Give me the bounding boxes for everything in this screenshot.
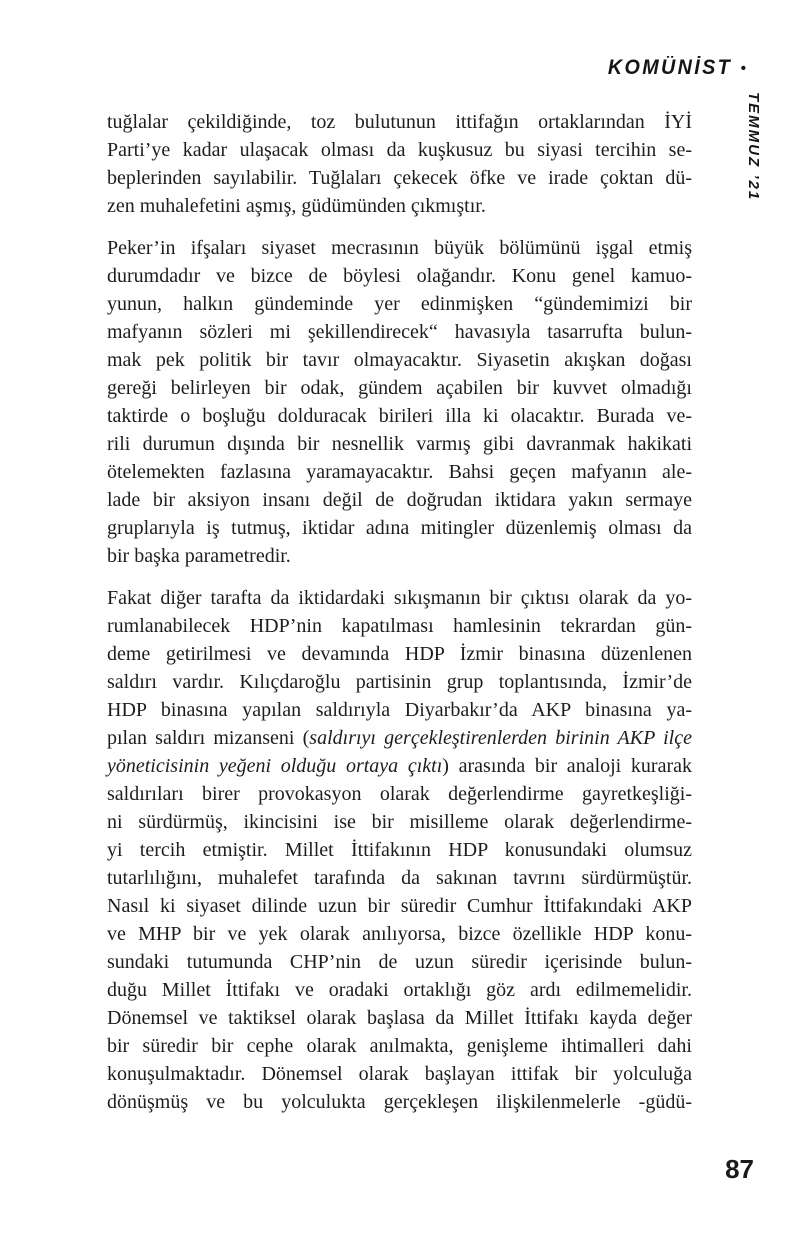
body-text: tuğlalar çekildiğinde, toz bulutunun ittifağın ortaklarından İYİ — [107, 111, 692, 133]
text-line — [107, 164, 692, 192]
text-line — [107, 290, 692, 318]
text-line — [107, 1060, 692, 1088]
text-line — [107, 192, 692, 220]
body-text: tutarlılığını, muhalefet tarafında da sakınan tavrını sürdürmüştür. — [107, 867, 692, 889]
body-text: mafyanın sözleri mi şekillendirecek“ havasıyla tasarrufta bulun- — [107, 321, 692, 343]
text-line — [107, 458, 692, 486]
text-line — [107, 948, 692, 976]
body-text: Peker’in ifşaları siyaset mecrasının büyük bölümünü işgal etmiş — [107, 237, 692, 259]
text-line — [107, 514, 692, 542]
text-line — [107, 892, 692, 920]
text-line — [107, 584, 692, 612]
body-text: taktirde o boşluğu dolduracak birileri illa ki olacaktır. Burada ve- — [107, 405, 692, 427]
body-text: saldırıları birer provokasyon olarak değerlendirme gayretkeşliği- — [107, 783, 692, 805]
body-text: dönüşmüş ve bu yolculukta gerçekleşen ilişkilenmelerle -güdü- — [107, 1091, 692, 1113]
text-line — [107, 668, 692, 696]
body-text: Nasıl ki siyaset dilinde uzun bir süredir Cumhur İttifakındaki AKP — [107, 895, 692, 917]
text-line — [107, 1004, 692, 1032]
body-text: bir süredir bir cephe olarak anılmakta, genişleme ihtimalleri dahi — [107, 1035, 692, 1057]
text-line — [107, 542, 692, 570]
text-line — [107, 262, 692, 290]
body-text: rumlanabilecek HDP’nin kapatılması hamlesinin tekrardan gün- — [107, 615, 692, 637]
body-text: ni sürdürmüş, ikincisini ise bir misilleme olarak değerlendirme- — [107, 811, 692, 833]
text-line — [107, 108, 692, 136]
body-text: duğu Millet İttifakı ve oradaki ortaklığı göz ardı edilmemelidir. — [107, 979, 692, 1001]
paragraph — [107, 108, 692, 220]
text-line — [107, 402, 692, 430]
body-text: lade bir aksiyon insanı değil de doğrudan iktidara yakın sermaye — [107, 489, 692, 511]
text-line — [107, 780, 692, 808]
text-line — [107, 430, 692, 458]
body-text: zen muhalefetini aşmış, güdümünden çıkmıştır. — [107, 195, 486, 217]
text-line — [107, 612, 692, 640]
text-line — [107, 234, 692, 262]
body-text: Dönemsel ve taktiksel olarak başlasa da Millet İttifakı kayda değer — [107, 1007, 692, 1029]
body-text: HDP binasına yapılan saldırıyla Diyarbakır’da AKP binasına ya- — [107, 699, 692, 721]
body-text: saldırı vardır. Kılıçdaroğlu partisinin grup toplantısında, İzmir’de — [107, 671, 692, 693]
running-head — [600, 56, 746, 80]
text-line — [107, 318, 692, 346]
text-line — [107, 640, 692, 668]
body-text: ) arasında bir analoji kurarak — [442, 755, 692, 777]
text-line — [107, 920, 692, 948]
body-text: gruplarıyla iş tutmuş, iktidar adına mitingler düzenlemiş olması da — [107, 517, 692, 539]
text-line — [107, 1088, 692, 1116]
body-text: mak pek politik bir tavır olmayacaktır. Siyasetin akışkan doğası — [107, 349, 692, 371]
body-text: deme getirilmesi ve devamında HDP İzmir binasına düzenlenen — [107, 643, 692, 665]
text-line — [107, 136, 692, 164]
italic-text: yöneticisinin yeğeni olduğu ortaya çıktı — [107, 755, 443, 777]
text-line — [107, 374, 692, 402]
text-line — [107, 696, 692, 724]
text-line — [107, 808, 692, 836]
text-line — [107, 1032, 692, 1060]
bullet-icon: • — [740, 59, 746, 77]
body-text: beplerinden sayılabilir. Tuğlaları çekecek öfke ve irade çoktan dü- — [107, 167, 692, 189]
body-text: Parti’ye kadar ulaşacak olması da kuşkusuz bu siyasi tercihin se- — [107, 139, 692, 161]
text-line — [107, 864, 692, 892]
body-text: yunun, halkın gündeminde yer edinmişken “gündemimizi bir — [107, 293, 692, 315]
paragraph — [107, 234, 692, 570]
body-text: gereği belirleyen bir odak, gündem açabilen bir kuvvet olmadığı — [107, 377, 692, 399]
issue-date-vertical: TEMMUZ ’21 — [745, 92, 762, 202]
paragraph — [107, 584, 692, 1116]
body-text: durumdadır ve bizce de böylesi olağandır. Konu genel kamuo- — [107, 265, 692, 287]
body-text: konuşulmaktadır. Dönemsel olarak başlayan ittifak bir yolculuğa — [107, 1063, 692, 1085]
body-text: Fakat diğer tarafta da iktidardaki sıkışmanın bir çıktısı olarak da yo- — [107, 587, 692, 609]
text-line — [107, 486, 692, 514]
text-line — [107, 976, 692, 1004]
text-line — [107, 346, 692, 374]
body-text: sundaki tutumunda CHP’nin de uzun süredir içerisinde bulun- — [107, 951, 692, 973]
page-number: 87 — [725, 1154, 754, 1184]
body-text: bir başka parametredir. — [107, 545, 291, 567]
magazine-title: KOMÜNİST — [607, 56, 732, 79]
body-text: rili durumun dışında bir nesnellik varmış gibi davranmak hakikati — [107, 433, 692, 455]
body-text: ve MHP bir ve yek olarak anılıyorsa, bizce özellikle HDP konu- — [107, 923, 692, 945]
text-line — [107, 724, 692, 752]
italic-text: saldırıyı gerçekleştirenlerden birinin AKP ilçe — [309, 727, 692, 749]
body-text: ötelemekten fazlasına yaramayacaktır. Bahsi geçen mafyanın ale- — [107, 461, 692, 483]
article-body — [107, 108, 692, 1116]
body-text: yi tercih etmiştir. Millet İttifakının HDP konusundaki olumsuz — [107, 839, 692, 861]
text-line — [107, 752, 692, 780]
text-line — [107, 836, 692, 864]
body-text: pılan saldırı mizanseni ( — [107, 727, 310, 749]
